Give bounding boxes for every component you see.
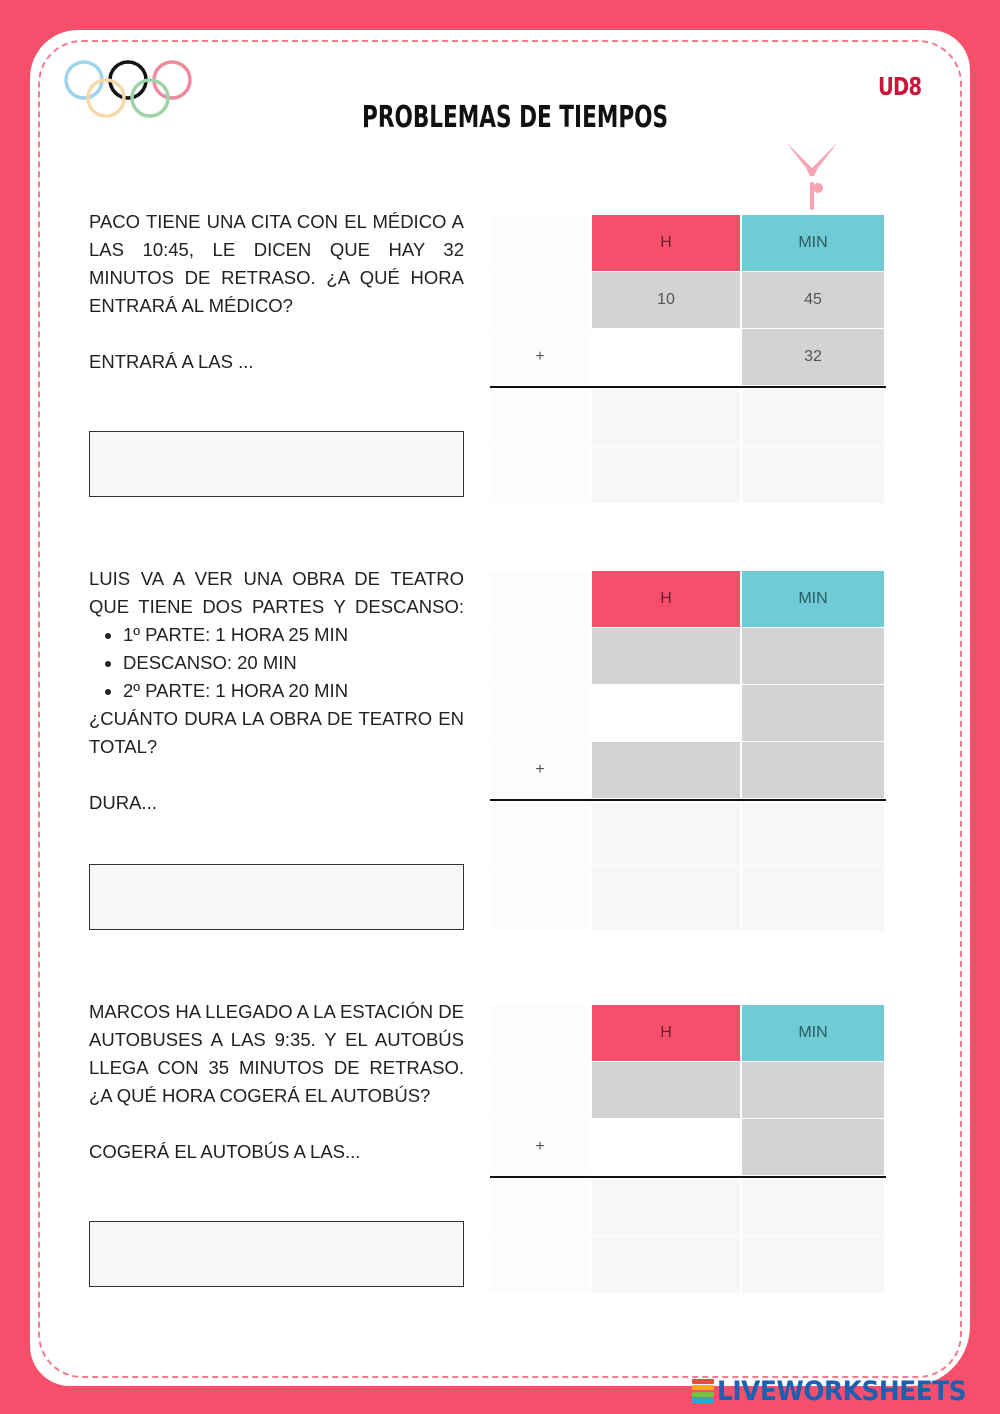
mark-bar <box>692 1392 714 1397</box>
sign-cell <box>490 1062 590 1118</box>
result-hours-input[interactable] <box>592 866 740 930</box>
mark-bar <box>692 1398 714 1403</box>
table-corner <box>490 1005 590 1061</box>
hours-cell <box>592 685 740 741</box>
problem-1-table <box>490 215 886 504</box>
result-cell <box>490 866 590 930</box>
header-minutes: MIN <box>742 215 884 271</box>
table-corner <box>490 215 590 271</box>
unit-label: UD8 <box>878 72 922 101</box>
liveworksheets-brand: LIVEWORKSHEETS <box>717 1375 967 1407</box>
problem-1-answer-label: ENTRARÁ A LAS ... <box>89 351 254 372</box>
hours-input[interactable] <box>592 1062 740 1118</box>
hours-cell <box>592 1119 740 1175</box>
problem-2-intro: LUIS VA A VER UNA OBRA DE TEATRO QUE TIENE DOS PARTES Y DESCANSO: <box>89 568 464 617</box>
carry-hours-input[interactable] <box>592 390 740 446</box>
plus-sign: + <box>490 329 590 385</box>
problem-2-table <box>490 571 886 931</box>
header-minutes: MIN <box>742 571 884 627</box>
problem-3-answer-label: COGERÁ EL AUTOBÚS A LAS... <box>89 1141 361 1162</box>
problem-1-text <box>89 208 464 376</box>
mark-bar <box>692 1385 714 1390</box>
minutes-input[interactable] <box>742 1119 884 1175</box>
header-hours: H <box>592 1005 740 1061</box>
sign-cell <box>490 272 590 328</box>
carry-hours-input[interactable] <box>592 1180 740 1236</box>
result-cell <box>490 1237 590 1293</box>
hours-cell <box>592 329 740 385</box>
problem-2-question: ¿CUÁNTO DURA LA OBRA DE TEATRO EN TOTAL? <box>89 708 464 757</box>
result-cell <box>490 447 590 503</box>
minutes-cell: 32 <box>742 329 884 385</box>
hours-input[interactable] <box>592 628 740 684</box>
problem-1-statement: PACO TIENE UNA CITA CON EL MÉDICO A LAS 10:45, LE DICEN QUE HAY 32 MINUTOS DE RETRASO. ¿A QUÉ HORA ENTRARÁ AL MÉDICO? <box>89 211 464 316</box>
problem-3-answer-input[interactable] <box>89 1221 464 1287</box>
result-hours-input[interactable] <box>592 1237 740 1293</box>
carry-minutes-input[interactable] <box>742 390 884 446</box>
carry-cell <box>490 390 590 446</box>
minutes-input[interactable] <box>742 1062 884 1118</box>
hours-cell: 10 <box>592 272 740 328</box>
carry-minutes-input[interactable] <box>742 1180 884 1236</box>
list-item: • 1º PARTE: 1 HORA 25 MIN <box>123 621 464 649</box>
problem-3-text <box>89 998 464 1166</box>
carry-hours-input[interactable] <box>592 803 740 865</box>
minutes-input[interactable] <box>742 685 884 741</box>
liveworksheets-logo[interactable] <box>692 1376 992 1406</box>
result-minutes-input[interactable] <box>742 866 884 930</box>
plus-sign: + <box>490 1119 590 1175</box>
olympic-rings-logo <box>62 58 194 122</box>
problem-2-bullets <box>89 621 464 705</box>
mark-bar <box>692 1379 714 1384</box>
minutes-cell: 45 <box>742 272 884 328</box>
sign-cell <box>490 628 590 684</box>
problem-2-answer-label: DURA... <box>89 792 157 813</box>
header-minutes: MIN <box>742 1005 884 1061</box>
carry-minutes-input[interactable] <box>742 803 884 865</box>
problem-1-answer-input[interactable] <box>89 431 464 497</box>
header-hours: H <box>592 571 740 627</box>
table-corner <box>490 571 590 627</box>
problem-2-answer-input[interactable] <box>89 864 464 930</box>
hours-input[interactable] <box>592 742 740 798</box>
gymnast-icon <box>782 138 842 214</box>
result-minutes-input[interactable] <box>742 447 884 503</box>
list-item: • 2º PARTE: 1 HORA 20 MIN <box>123 677 464 705</box>
plus-sign: + <box>490 742 590 798</box>
problem-3-table <box>490 1005 886 1294</box>
sum-line <box>490 799 886 801</box>
carry-cell <box>490 803 590 865</box>
list-item: • DESCANSO: 20 MIN <box>123 649 464 677</box>
sum-line <box>490 1176 886 1178</box>
header-hours: H <box>592 215 740 271</box>
problem-2-text <box>89 565 464 817</box>
sign-cell <box>490 685 590 741</box>
page-title: PROBLEMAS DE TIEMPOS <box>362 100 669 135</box>
liveworksheets-mark-icon <box>692 1379 714 1403</box>
result-minutes-input[interactable] <box>742 1237 884 1293</box>
sum-line <box>490 386 886 388</box>
minutes-input[interactable] <box>742 628 884 684</box>
carry-cell <box>490 1180 590 1236</box>
problem-3-statement: MARCOS HA LLEGADO A LA ESTACIÓN DE AUTOBUSES A LAS 9:35. Y EL AUTOBÚS LLEGA CON 35 MINUTOS DE RETRASO. ¿A QUÉ HORA COGERÁ EL AUTOBÚS? <box>89 1001 464 1106</box>
minutes-input[interactable] <box>742 742 884 798</box>
result-hours-input[interactable] <box>592 447 740 503</box>
